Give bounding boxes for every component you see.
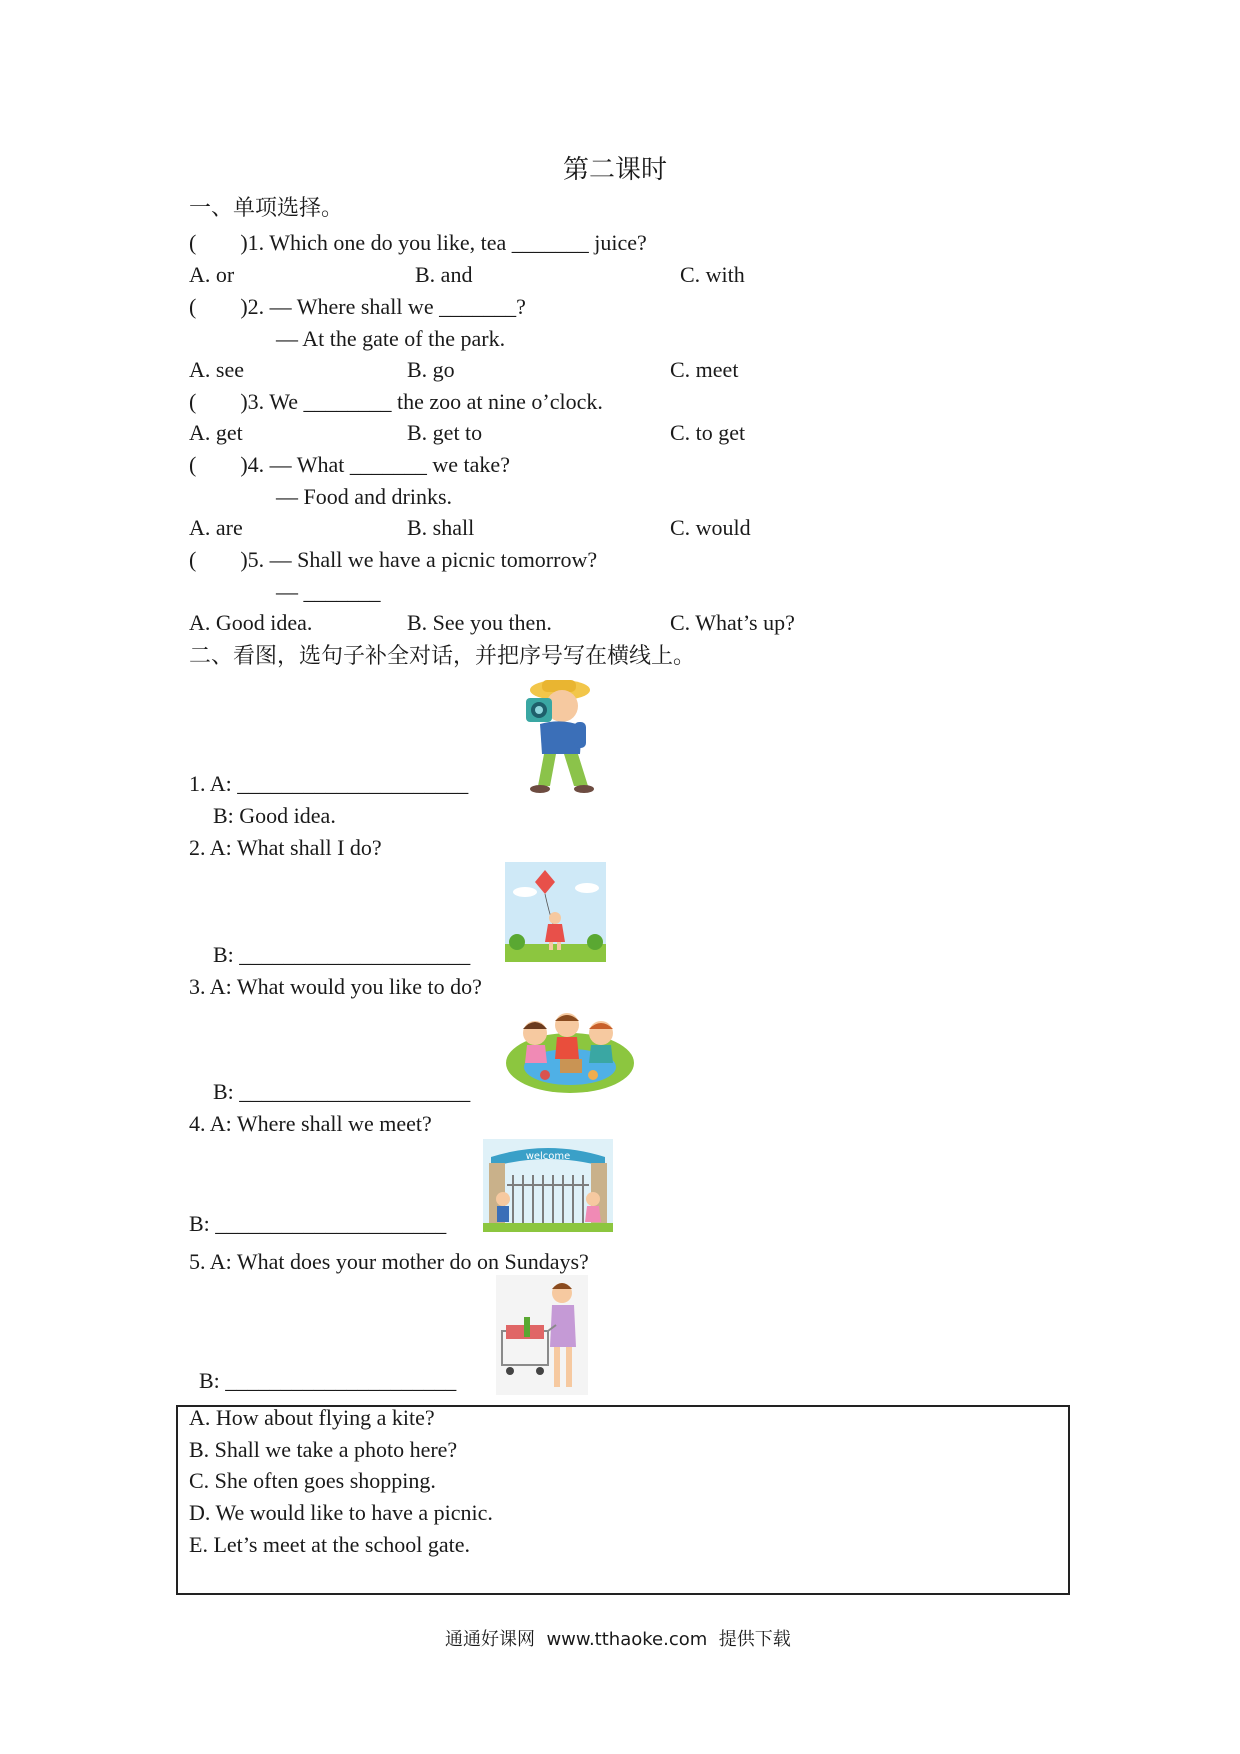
choice-item: D. We would like to have a picnic. [189,1500,493,1525]
question-stem: ( )4. — What _______ we take? [189,452,510,477]
option-c: C. meet [670,357,739,382]
dialogue-line-b: B: _____________________ [213,942,471,967]
gate-sign-text: welcome [525,1151,571,1162]
section-heading: 一、单项选择。 [189,195,344,220]
girl-flying-kite-picture [505,862,606,962]
option-c: C. to get [670,420,746,445]
boy-taking-photo-picture [510,676,605,794]
option-c: C. would [670,515,751,540]
option-b: B. and [415,262,473,287]
question-stem-line2: — At the gate of the park. [276,326,506,351]
choice-item: C. She often goes shopping. [189,1468,436,1493]
option-b: B. get to [407,420,483,445]
option-c: C. with [680,262,745,287]
footer-text: 通通好课网 www.tthaoke.com 提供下载 [445,1629,791,1650]
option-b: B. go [407,357,455,382]
page-title: 第二课时 [563,155,668,184]
option-b: B. shall [407,515,475,540]
option-a: A. get [189,420,243,445]
choice-item: E. Let’s meet at the school gate. [189,1532,471,1557]
school-gate-picture [483,1139,613,1232]
dialogue-line-b: B: _____________________ [199,1368,457,1393]
dialogue-line-a: 4. A: Where shall we meet? [189,1111,432,1136]
choice-item: A. How about flying a kite? [189,1405,435,1430]
question-stem-line2: — Food and drinks. [276,484,452,509]
question-stem: ( )5. — Shall we have a picnic tomorrow? [189,547,598,572]
dialogue-line-a: 1. A: _____________________ [189,771,469,796]
dialogue-line-b: B: _____________________ [213,1079,471,1104]
option-a: A. see [189,357,244,382]
option-a: A. Good idea. [189,610,313,635]
dialogue-line-b: B: _____________________ [189,1211,447,1236]
option-a: A. or [189,262,235,287]
option-c: C. What’s up? [670,610,795,635]
dialogue-line-a: 5. A: What does your mother do on Sundays? [189,1249,589,1274]
question-stem: ( )1. Which one do you like, tea _______ juice? [189,230,647,255]
children-picnic-picture [505,1003,635,1098]
dialogue-line-a: 2. A: What shall I do? [189,835,382,860]
question-stem-line2: — _______ [276,579,381,604]
section-heading: 二、看图，选句子补全对话，并把序号写在横线上。 [189,643,696,668]
dialogue-line-a: 3. A: What would you like to do? [189,974,482,999]
option-b: B. See you then. [407,610,552,635]
choice-item: B. Shall we take a photo here? [189,1437,458,1462]
dialogue-line-b: B: Good idea. [213,803,336,828]
question-stem: ( )2. — Where shall we _______? [189,294,526,319]
question-stem: ( )3. We ________ the zoo at nine o’clock. [189,389,603,414]
option-a: A. are [189,515,243,540]
woman-shopping-picture [496,1275,588,1395]
